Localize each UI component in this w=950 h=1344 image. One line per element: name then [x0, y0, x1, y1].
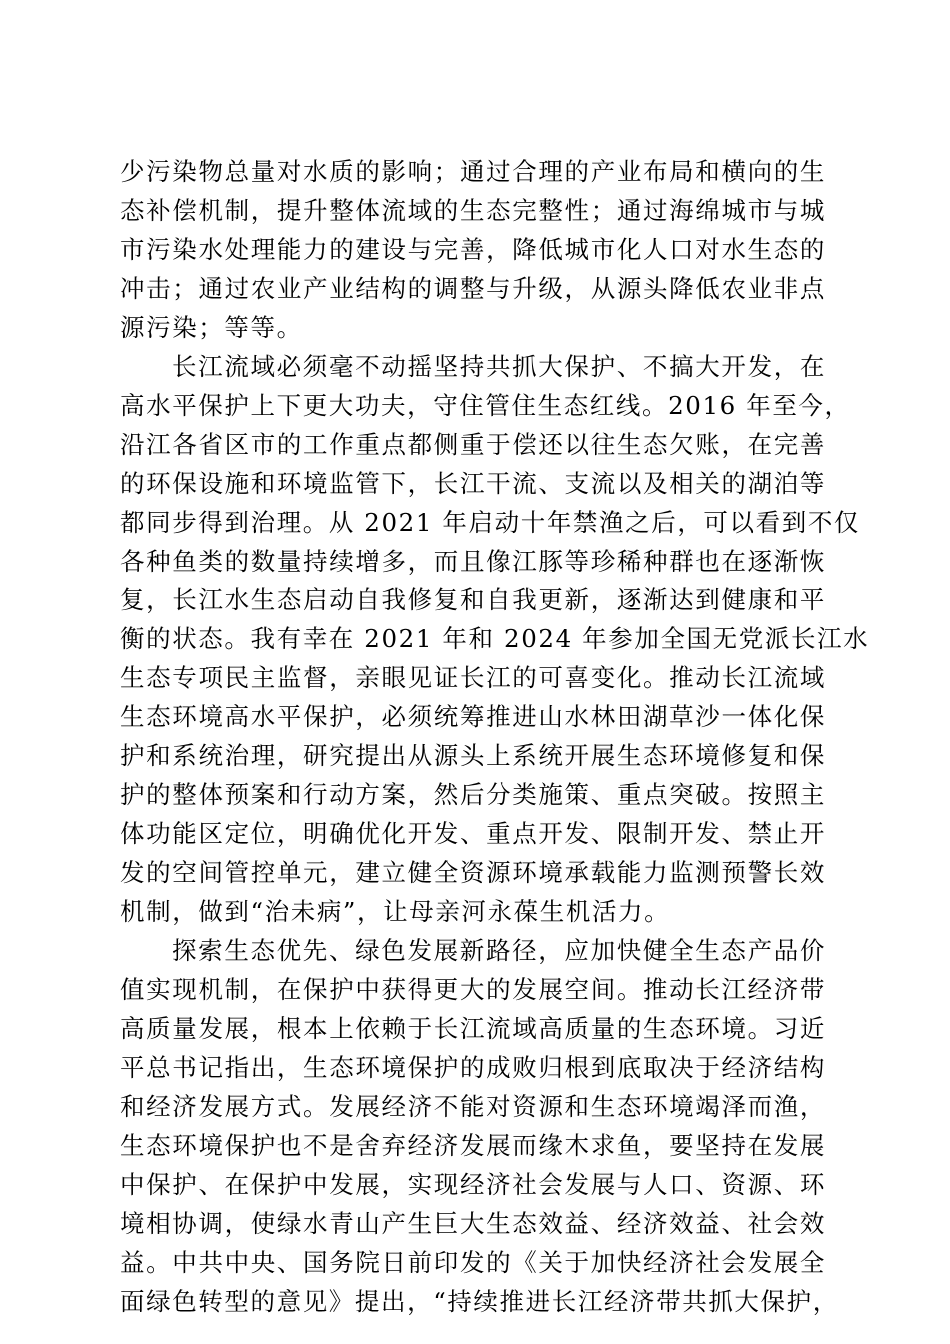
text-line: 衡的状态。我有幸在 2021 年和 2024 年参加全国无党派长江水 — [120, 624, 870, 654]
text-line: 少污染物总量对水质的影响；通过合理的产业布局和横向的生 — [120, 157, 826, 186]
text-line: 沿江各省区市的工作重点都侧重于偿还以往生态欠账，在完善 — [120, 429, 826, 459]
text-line: 复，长江水生态启动自我修复和自我更新，逐渐达到健康和平 — [120, 585, 826, 615]
text-line: 都同步得到治理。从 2021 年启动十年禁渔之后，可以看到不仅 — [120, 507, 861, 537]
text-line: 高水平保护上下更大功夫，守住管住生态红线。2016 年至今， — [120, 390, 851, 420]
text-line: 态补偿机制，提升整体流域的生态完整性；通过海绵城市与城 — [120, 195, 826, 225]
text-line: 境相协调，使绿水青山产生巨大生态效益、经济效益、社会效 — [120, 1208, 826, 1238]
text-line: 护和系统治理，研究提出从源头上系统开展生态环境修复和保 — [120, 741, 826, 771]
text-line: 源污染；等等。 — [120, 312, 303, 342]
text-line: 生态环境高水平保护，必须统筹推进山水林田湖草沙一体化保 — [120, 702, 826, 732]
text-line: 平总书记指出，生态环境保护的成败归根到底取决于经济结构 — [120, 1052, 826, 1082]
text-line: 护的整体预案和行动方案，然后分类施策、重点突破。按照主 — [120, 780, 826, 810]
text-line: 长江流域必须毫不动摇坚持共抓大保护、不搞大开发，在 — [172, 351, 826, 381]
text-line: 值实现机制，在保护中获得更大的发展空间。推动长江经济带 — [120, 975, 826, 1005]
paragraph-1 — [120, 153, 826, 348]
text-line: 市污染水处理能力的建设与完善，降低城市化人口对水生态的 — [120, 234, 826, 264]
text-line: 发的空间管控单元，建立健全资源环境承载能力监测预警长效 — [120, 858, 826, 888]
text-line: 和经济发展方式。发展经济不能对资源和生态环境竭泽而渔， — [120, 1091, 826, 1121]
text-line: 中保护、在保护中发展，实现经济社会发展与人口、资源、环 — [120, 1169, 826, 1199]
text-line: 冲击；通过农业产业结构的调整与升级，从源头降低农业非点 — [120, 273, 826, 303]
text-line: 各种鱼类的数量持续增多，而且像江豚等珍稀种群也在逐渐恢 — [120, 546, 826, 576]
text-line: 的环保设施和环境监管下，长江干流、支流以及相关的湖泊等 — [120, 468, 826, 498]
body-text — [120, 153, 870, 1322]
text-line: 益。中共中央、国务院日前印发的《关于加快经济社会发展全 — [120, 1247, 826, 1277]
text-line: 面绿色转型的意见》提出，“持续推进长江经济带共抓大保护， — [120, 1286, 839, 1316]
text-line: 体功能区定位，明确优化开发、重点开发、限制开发、禁止开 — [120, 819, 826, 849]
text-line: 高质量发展，根本上依赖于长江流域高质量的生态环境。习近 — [120, 1013, 826, 1043]
paragraph-3 — [120, 932, 839, 1322]
paragraph-2 — [120, 348, 870, 932]
text-line: 生态专项民主监督，亲眼见证长江的可喜变化。推动长江流域 — [120, 663, 826, 693]
text-line: 机制，做到“治未病”，让母亲河永葆生机活力。 — [120, 897, 671, 927]
text-line: 探索生态优先、绿色发展新路径，应加快健全生态产品价 — [172, 936, 826, 966]
text-line: 生态环境保护也不是舍弃经济发展而缘木求鱼，要坚持在发展 — [120, 1130, 826, 1160]
